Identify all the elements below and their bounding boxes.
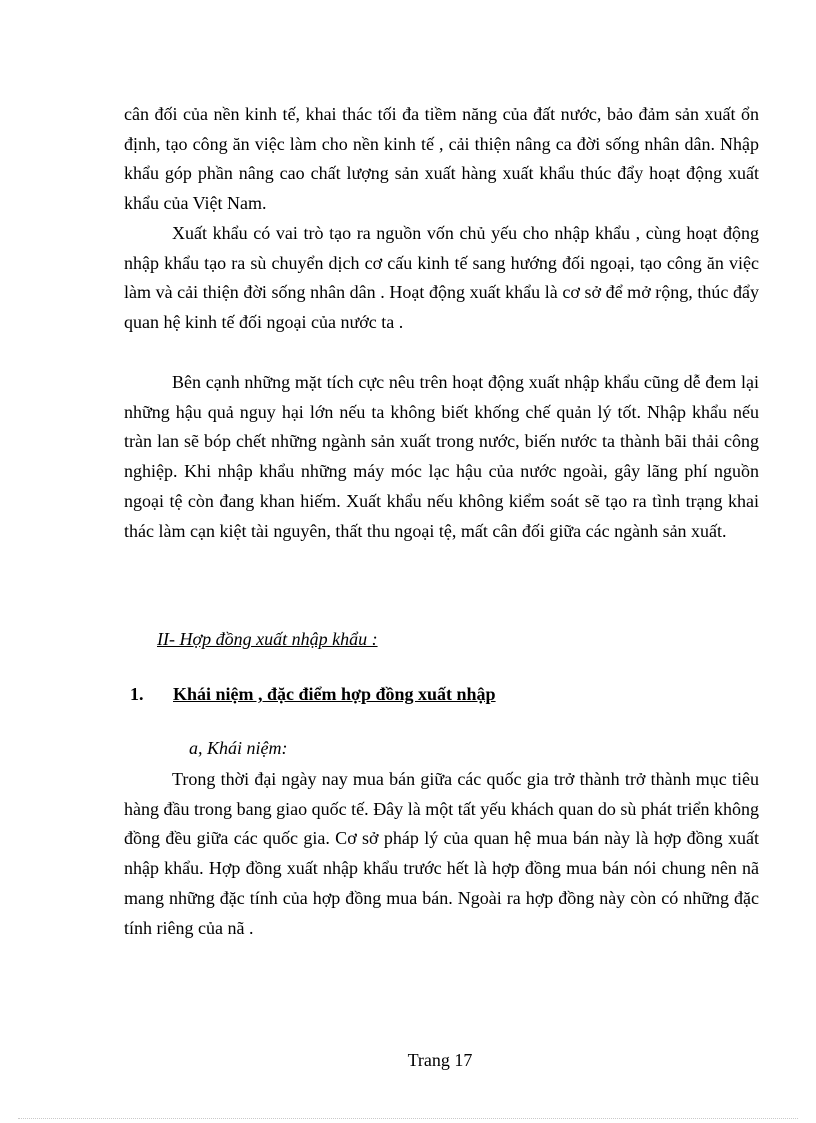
sub-heading: a, Khái niệm: xyxy=(189,738,288,758)
paragraph-export-role: Xuất khẩu có vai trò tạo ra nguồn vốn chủ yếu cho nhập khẩu , cùng hoạt động nhập khẩu tạo ra sù chuyển dịch cơ cấu kinh tế sang hướng đối ngoại, tạo công ăn việc làm và cải thiện đời sống nhân dân . Hoạt động xuất khẩu là cơ sở để mở rộng, thúc đẩy quan hệ kinh tế đối ngoại của nước ta . xyxy=(124,223,759,333)
paragraph-negative-effects: Bên cạnh những mặt tích cực nêu trên hoạt động xuất nhập khẩu cũng dễ đem lại những hậu quả nguy hại lớn nếu ta không biết khống chế quản lý tốt. Nhập khẩu nếu tràn lan sẽ bóp chết những ngành sản xuất trong nước, biến nước ta thành bãi thải công nghiệp. Khi nhập khẩu những máy móc lạc hậu của nước ngoài, gây lãng phí nguồn ngoại tệ còn đang khan hiếm. Xuất khẩu nếu không kiểm soát sẽ tạo ra tình trạng khai thác làm cạn kiệt tài nguyên, thất thu ngoại tệ, mất cân đối giữa các ngành sản xuất. xyxy=(124,372,759,541)
page-number: Trang 17 xyxy=(407,1050,473,1070)
paragraph-balance-economy: cân đối của nền kinh tế, khai thác tối đa tiềm năng của đất nước, bảo đảm sản xuất ổn định, tạo công ăn việc làm cho nền kinh tế , cải thiện nâng ca đời sống nhân dân. Nhập khẩu góp phần nâng cao chất lượng sản xuất hàng xuất khẩu thúc đẩy hoạt động xuất khẩu của Việt Nam. xyxy=(124,104,759,214)
heading-title: Khái niệm , đặc điểm hợp đồng xuất nhập xyxy=(173,684,496,704)
heading-number: 1. xyxy=(130,684,144,704)
numbered-heading xyxy=(130,684,504,705)
section-heading: II- Hợp đồng xuất nhập khẩu : xyxy=(157,629,378,649)
bottom-divider xyxy=(18,1118,798,1119)
paragraph-contract-concept: Trong thời đại ngày nay mua bán giữa các quốc gia trở thành trở thành mục tiêu hàng đầu trong bang giao quốc tế. Đây là một tất yếu khách quan do sù phát triển không đồng đều giữa các quốc gia. Cơ sở pháp lý của quan hệ mua bán này là hợp đồng xuất nhập khẩu. Hợp đồng xuất nhập khẩu trước hết là hợp đồng mua bán nói chung nên nã mang những đặc tính của hợp đồng mua bán. Ngoài ra hợp đồng này còn có những đặc tính riêng của nã . xyxy=(124,769,759,938)
